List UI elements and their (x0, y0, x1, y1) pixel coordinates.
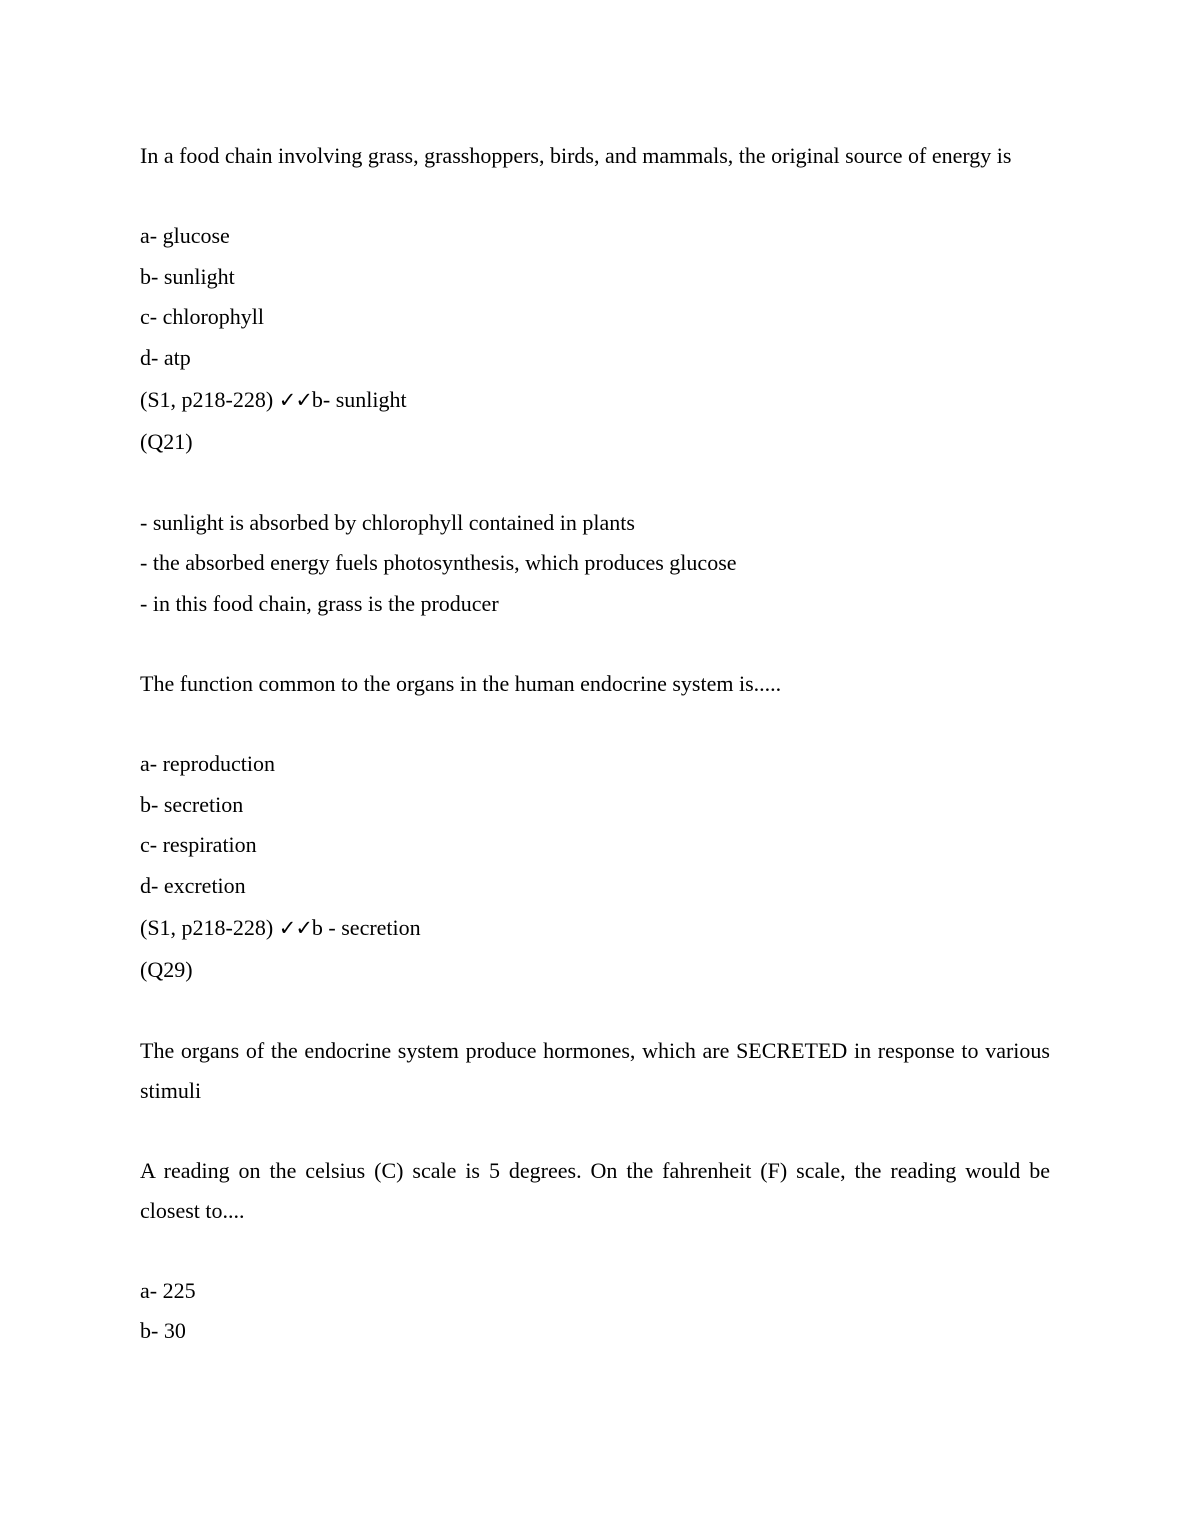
answer-option: a- reproduction (140, 751, 275, 776)
answer-option: c- chlorophyll (140, 304, 265, 329)
document-page (140, 136, 1050, 1352)
question-prompt: The function common to the organs in the human endocrine system is..... (140, 671, 782, 696)
answer-option: b- secretion (140, 791, 244, 817)
answer-option: a- 225 (140, 1277, 196, 1303)
answer-reference: (S1, p218-228) (140, 387, 279, 412)
answer-key (140, 906, 1050, 950)
answer-option: d- excretion (140, 872, 246, 898)
answer-option: d- atp (140, 344, 191, 370)
explanation-paragraph: The organs of the endocrine system produce hormones, which are SECRETED in response to various stimuli (140, 1037, 1050, 1103)
explanation-line: - sunlight is absorbed by chlorophyll contained in plants (140, 509, 635, 535)
answer-key (140, 378, 1050, 422)
answer-option: b- 30 (140, 1318, 186, 1343)
double-check-icon: ✓✓ (278, 388, 312, 412)
correct-answer: b - secretion (311, 915, 421, 940)
question-prompt: In a food chain involving grass, grasshoppers, birds, and mammals, the original source of energy is (140, 143, 1012, 168)
double-check-icon: ✓✓ (278, 916, 312, 940)
correct-answer: b- sunlight (311, 387, 407, 412)
question-id: (Q29) (140, 957, 193, 982)
explanation-line: - in this food chain, grass is the producer (140, 590, 499, 616)
answer-option: c- respiration (140, 832, 257, 857)
explanation-line: - the absorbed energy fuels photosynthesis, which produces glucose (140, 550, 737, 575)
question-prompt: A reading on the celsius (C) scale is 5 degrees. On the fahrenheit (F) scale, the reading would be closest to.... (140, 1157, 1050, 1223)
answer-option: a- glucose (140, 223, 230, 248)
answer-reference: (S1, p218-228) (140, 915, 279, 940)
answer-option: b- sunlight (140, 263, 235, 289)
question-id: (Q21) (140, 429, 193, 454)
